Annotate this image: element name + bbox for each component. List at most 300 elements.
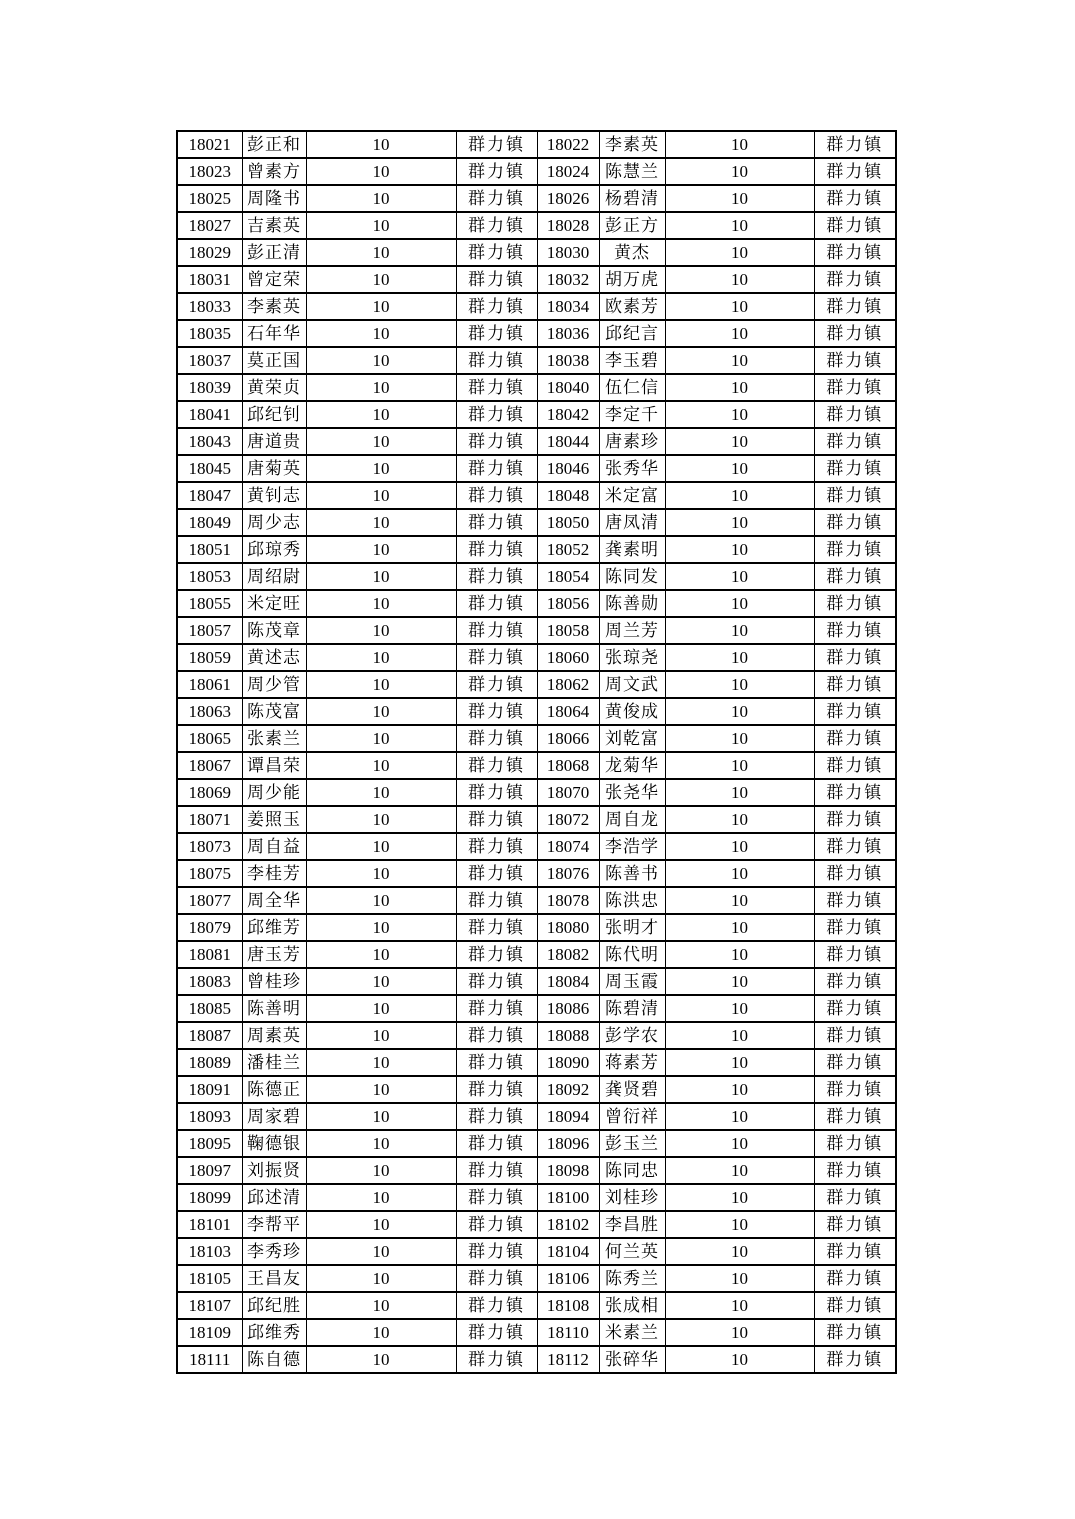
score-cell: 10 [306, 698, 456, 725]
town-cell: 群力镇 [456, 158, 537, 185]
person-name-cell: 周家碧 [242, 1103, 306, 1130]
town-cell: 群力镇 [814, 644, 896, 671]
person-name-cell: 刘桂珍 [599, 1184, 665, 1211]
record-id-cell: 18098 [537, 1157, 599, 1184]
person-name-cell: 陈代明 [599, 941, 665, 968]
person-name-cell: 龚贤碧 [599, 1076, 665, 1103]
person-name-cell: 陈同忠 [599, 1157, 665, 1184]
record-id-cell: 18058 [537, 617, 599, 644]
score-cell: 10 [306, 887, 456, 914]
table-row [177, 698, 896, 725]
record-id-cell: 18045 [177, 455, 242, 482]
score-cell: 10 [665, 860, 814, 887]
record-id-cell: 18043 [177, 428, 242, 455]
score-cell: 10 [665, 1049, 814, 1076]
record-id-cell: 18072 [537, 806, 599, 833]
record-id-cell: 18096 [537, 1130, 599, 1157]
score-cell: 10 [665, 1319, 814, 1346]
record-id-cell: 18041 [177, 401, 242, 428]
score-cell: 10 [306, 185, 456, 212]
record-id-cell: 18030 [537, 239, 599, 266]
person-name-cell: 曾素方 [242, 158, 306, 185]
person-name-cell: 周自益 [242, 833, 306, 860]
table-row [177, 1319, 896, 1346]
record-id-cell: 18082 [537, 941, 599, 968]
score-cell: 10 [665, 266, 814, 293]
score-cell: 10 [665, 752, 814, 779]
person-name-cell: 李桂芳 [242, 860, 306, 887]
person-name-cell: 陈秀兰 [599, 1265, 665, 1292]
town-cell: 群力镇 [456, 1346, 537, 1373]
record-id-cell: 18081 [177, 941, 242, 968]
person-name-cell: 米素兰 [599, 1319, 665, 1346]
score-cell: 10 [665, 158, 814, 185]
town-cell: 群力镇 [814, 185, 896, 212]
town-cell: 群力镇 [456, 914, 537, 941]
record-id-cell: 18042 [537, 401, 599, 428]
record-id-cell: 18093 [177, 1103, 242, 1130]
person-name-cell: 李昌胜 [599, 1211, 665, 1238]
record-id-cell: 18089 [177, 1049, 242, 1076]
score-cell: 10 [665, 725, 814, 752]
person-name-cell: 邱纪钊 [242, 401, 306, 428]
score-cell: 10 [665, 185, 814, 212]
person-name-cell: 李定千 [599, 401, 665, 428]
table-row [177, 914, 896, 941]
record-id-cell: 18107 [177, 1292, 242, 1319]
score-cell: 10 [665, 995, 814, 1022]
record-id-cell: 18103 [177, 1238, 242, 1265]
person-name-cell: 李素英 [599, 131, 665, 158]
person-name-cell: 周绍尉 [242, 563, 306, 590]
town-cell: 群力镇 [814, 806, 896, 833]
town-cell: 群力镇 [456, 1157, 537, 1184]
score-cell: 10 [665, 1265, 814, 1292]
person-name-cell: 陈碧清 [599, 995, 665, 1022]
record-id-cell: 18047 [177, 482, 242, 509]
town-cell: 群力镇 [814, 617, 896, 644]
person-name-cell: 彭玉兰 [599, 1130, 665, 1157]
score-cell: 10 [306, 914, 456, 941]
score-cell: 10 [665, 1292, 814, 1319]
town-cell: 群力镇 [814, 1157, 896, 1184]
person-name-cell: 周兰芳 [599, 617, 665, 644]
person-name-cell: 陈慧兰 [599, 158, 665, 185]
table-row [177, 752, 896, 779]
town-cell: 群力镇 [814, 1022, 896, 1049]
score-cell: 10 [306, 617, 456, 644]
person-name-cell: 李秀珍 [242, 1238, 306, 1265]
score-cell: 10 [665, 698, 814, 725]
record-id-cell: 18056 [537, 590, 599, 617]
town-cell: 群力镇 [456, 1292, 537, 1319]
record-id-cell: 18025 [177, 185, 242, 212]
town-cell: 群力镇 [814, 725, 896, 752]
record-id-cell: 18105 [177, 1265, 242, 1292]
table-row [177, 563, 896, 590]
record-id-cell: 18077 [177, 887, 242, 914]
person-name-cell: 唐菊英 [242, 455, 306, 482]
person-name-cell: 陈善明 [242, 995, 306, 1022]
table-row [177, 1049, 896, 1076]
town-cell: 群力镇 [814, 158, 896, 185]
score-cell: 10 [306, 158, 456, 185]
person-name-cell: 邱纪言 [599, 320, 665, 347]
town-cell: 群力镇 [814, 212, 896, 239]
record-id-cell: 18063 [177, 698, 242, 725]
person-name-cell: 周玉霞 [599, 968, 665, 995]
score-cell: 10 [665, 401, 814, 428]
person-name-cell: 陈善书 [599, 860, 665, 887]
score-cell: 10 [665, 1157, 814, 1184]
person-name-cell: 唐凤清 [599, 509, 665, 536]
record-id-cell: 18099 [177, 1184, 242, 1211]
town-cell: 群力镇 [456, 1184, 537, 1211]
score-cell: 10 [306, 806, 456, 833]
score-cell: 10 [665, 347, 814, 374]
person-name-cell: 周全华 [242, 887, 306, 914]
table-row [177, 374, 896, 401]
person-name-cell: 王昌友 [242, 1265, 306, 1292]
score-cell: 10 [665, 617, 814, 644]
record-id-cell: 18087 [177, 1022, 242, 1049]
town-cell: 群力镇 [456, 509, 537, 536]
person-name-cell: 米定富 [599, 482, 665, 509]
table-row [177, 131, 896, 158]
score-cell: 10 [665, 1184, 814, 1211]
record-id-cell: 18061 [177, 671, 242, 698]
record-id-cell: 18071 [177, 806, 242, 833]
person-name-cell: 黄俊成 [599, 698, 665, 725]
person-name-cell: 李玉碧 [599, 347, 665, 374]
score-cell: 10 [306, 563, 456, 590]
score-cell: 10 [306, 239, 456, 266]
score-cell: 10 [665, 1022, 814, 1049]
person-name-cell: 李素英 [242, 293, 306, 320]
record-id-cell: 18108 [537, 1292, 599, 1319]
person-name-cell: 张碎华 [599, 1346, 665, 1373]
roster-table [176, 130, 897, 1374]
record-id-cell: 18026 [537, 185, 599, 212]
score-cell: 10 [665, 1103, 814, 1130]
person-name-cell: 黄荣贞 [242, 374, 306, 401]
town-cell: 群力镇 [814, 347, 896, 374]
record-id-cell: 18036 [537, 320, 599, 347]
table-row [177, 1076, 896, 1103]
score-cell: 10 [665, 455, 814, 482]
town-cell: 群力镇 [814, 401, 896, 428]
record-id-cell: 18064 [537, 698, 599, 725]
table-row [177, 968, 896, 995]
score-cell: 10 [665, 131, 814, 158]
town-cell: 群力镇 [814, 239, 896, 266]
town-cell: 群力镇 [814, 671, 896, 698]
person-name-cell: 谭昌荣 [242, 752, 306, 779]
person-name-cell: 蒋素芳 [599, 1049, 665, 1076]
score-cell: 10 [306, 1211, 456, 1238]
record-id-cell: 18100 [537, 1184, 599, 1211]
record-id-cell: 18029 [177, 239, 242, 266]
record-id-cell: 18101 [177, 1211, 242, 1238]
score-cell: 10 [306, 833, 456, 860]
record-id-cell: 18079 [177, 914, 242, 941]
table-row [177, 941, 896, 968]
person-name-cell: 米定旺 [242, 590, 306, 617]
score-cell: 10 [665, 536, 814, 563]
town-cell: 群力镇 [814, 509, 896, 536]
table-row [177, 1157, 896, 1184]
person-name-cell: 彭正和 [242, 131, 306, 158]
town-cell: 群力镇 [814, 536, 896, 563]
record-id-cell: 18110 [537, 1319, 599, 1346]
person-name-cell: 龙菊华 [599, 752, 665, 779]
person-name-cell: 欧素芳 [599, 293, 665, 320]
town-cell: 群力镇 [814, 968, 896, 995]
record-id-cell: 18104 [537, 1238, 599, 1265]
score-cell: 10 [306, 1265, 456, 1292]
score-cell: 10 [306, 1076, 456, 1103]
score-cell: 10 [665, 968, 814, 995]
person-name-cell: 杨碧清 [599, 185, 665, 212]
record-id-cell: 18112 [537, 1346, 599, 1373]
score-cell: 10 [665, 509, 814, 536]
person-name-cell: 陈德正 [242, 1076, 306, 1103]
record-id-cell: 18069 [177, 779, 242, 806]
town-cell: 群力镇 [456, 698, 537, 725]
person-name-cell: 周少志 [242, 509, 306, 536]
table-row [177, 1022, 896, 1049]
record-id-cell: 18035 [177, 320, 242, 347]
town-cell: 群力镇 [456, 563, 537, 590]
town-cell: 群力镇 [456, 833, 537, 860]
record-id-cell: 18062 [537, 671, 599, 698]
town-cell: 群力镇 [814, 914, 896, 941]
record-id-cell: 18028 [537, 212, 599, 239]
person-name-cell: 刘乾富 [599, 725, 665, 752]
town-cell: 群力镇 [814, 266, 896, 293]
person-name-cell: 张琼尧 [599, 644, 665, 671]
record-id-cell: 18031 [177, 266, 242, 293]
town-cell: 群力镇 [456, 428, 537, 455]
record-id-cell: 18091 [177, 1076, 242, 1103]
town-cell: 群力镇 [814, 563, 896, 590]
score-cell: 10 [306, 266, 456, 293]
record-id-cell: 18097 [177, 1157, 242, 1184]
person-name-cell: 伍仁信 [599, 374, 665, 401]
score-cell: 10 [306, 1130, 456, 1157]
town-cell: 群力镇 [814, 833, 896, 860]
person-name-cell: 邱纪胜 [242, 1292, 306, 1319]
score-cell: 10 [306, 455, 456, 482]
score-cell: 10 [306, 671, 456, 698]
record-id-cell: 18086 [537, 995, 599, 1022]
score-cell: 10 [306, 1319, 456, 1346]
town-cell: 群力镇 [814, 698, 896, 725]
record-id-cell: 18048 [537, 482, 599, 509]
town-cell: 群力镇 [456, 725, 537, 752]
town-cell: 群力镇 [814, 1211, 896, 1238]
record-id-cell: 18053 [177, 563, 242, 590]
person-name-cell: 张尧华 [599, 779, 665, 806]
person-name-cell: 邱维秀 [242, 1319, 306, 1346]
table-row [177, 1346, 896, 1373]
person-name-cell: 邱述清 [242, 1184, 306, 1211]
person-name-cell: 黄杰 [599, 239, 665, 266]
town-cell: 群力镇 [456, 131, 537, 158]
town-cell: 群力镇 [814, 779, 896, 806]
person-name-cell: 彭正清 [242, 239, 306, 266]
town-cell: 群力镇 [456, 941, 537, 968]
record-id-cell: 18102 [537, 1211, 599, 1238]
town-cell: 群力镇 [814, 590, 896, 617]
score-cell: 10 [665, 671, 814, 698]
record-id-cell: 18040 [537, 374, 599, 401]
record-id-cell: 18109 [177, 1319, 242, 1346]
person-name-cell: 莫正国 [242, 347, 306, 374]
person-name-cell: 周文武 [599, 671, 665, 698]
town-cell: 群力镇 [456, 482, 537, 509]
score-cell: 10 [665, 1238, 814, 1265]
town-cell: 群力镇 [456, 617, 537, 644]
town-cell: 群力镇 [456, 1130, 537, 1157]
score-cell: 10 [306, 482, 456, 509]
table-row [177, 509, 896, 536]
town-cell: 群力镇 [814, 1319, 896, 1346]
person-name-cell: 潘桂兰 [242, 1049, 306, 1076]
person-name-cell: 陈同发 [599, 563, 665, 590]
town-cell: 群力镇 [456, 644, 537, 671]
score-cell: 10 [665, 563, 814, 590]
town-cell: 群力镇 [456, 995, 537, 1022]
table-row [177, 860, 896, 887]
score-cell: 10 [665, 941, 814, 968]
score-cell: 10 [665, 320, 814, 347]
record-id-cell: 18068 [537, 752, 599, 779]
person-name-cell: 陈茂章 [242, 617, 306, 644]
town-cell: 群力镇 [456, 590, 537, 617]
table-row [177, 779, 896, 806]
record-id-cell: 18090 [537, 1049, 599, 1076]
table-row [177, 1211, 896, 1238]
town-cell: 群力镇 [456, 1238, 537, 1265]
person-name-cell: 曾衍祥 [599, 1103, 665, 1130]
score-cell: 10 [665, 1076, 814, 1103]
person-name-cell: 胡万虎 [599, 266, 665, 293]
record-id-cell: 18055 [177, 590, 242, 617]
town-cell: 群力镇 [456, 1049, 537, 1076]
town-cell: 群力镇 [456, 1076, 537, 1103]
person-name-cell: 陈自德 [242, 1346, 306, 1373]
table-row [177, 833, 896, 860]
person-name-cell: 邱琼秀 [242, 536, 306, 563]
record-id-cell: 18046 [537, 455, 599, 482]
town-cell: 群力镇 [814, 455, 896, 482]
table-row [177, 995, 896, 1022]
table-row [177, 1103, 896, 1130]
score-cell: 10 [665, 1346, 814, 1373]
town-cell: 群力镇 [456, 374, 537, 401]
score-cell: 10 [306, 536, 456, 563]
person-name-cell: 陈茂富 [242, 698, 306, 725]
town-cell: 群力镇 [814, 1103, 896, 1130]
score-cell: 10 [665, 212, 814, 239]
town-cell: 群力镇 [456, 266, 537, 293]
person-name-cell: 曾定荣 [242, 266, 306, 293]
person-name-cell: 陈洪忠 [599, 887, 665, 914]
town-cell: 群力镇 [456, 185, 537, 212]
record-id-cell: 18037 [177, 347, 242, 374]
table-row [177, 671, 896, 698]
record-id-cell: 18049 [177, 509, 242, 536]
score-cell: 10 [306, 1346, 456, 1373]
town-cell: 群力镇 [814, 374, 896, 401]
score-cell: 10 [665, 1211, 814, 1238]
score-cell: 10 [665, 482, 814, 509]
person-name-cell: 李帮平 [242, 1211, 306, 1238]
table-row [177, 347, 896, 374]
score-cell: 10 [665, 293, 814, 320]
record-id-cell: 18070 [537, 779, 599, 806]
town-cell: 群力镇 [456, 671, 537, 698]
person-name-cell: 周自龙 [599, 806, 665, 833]
table-row [177, 806, 896, 833]
score-cell: 10 [306, 428, 456, 455]
record-id-cell: 18059 [177, 644, 242, 671]
score-cell: 10 [306, 725, 456, 752]
town-cell: 群力镇 [456, 806, 537, 833]
record-id-cell: 18095 [177, 1130, 242, 1157]
score-cell: 10 [665, 239, 814, 266]
score-cell: 10 [665, 590, 814, 617]
town-cell: 群力镇 [814, 1238, 896, 1265]
record-id-cell: 18085 [177, 995, 242, 1022]
record-id-cell: 18051 [177, 536, 242, 563]
person-name-cell: 何兰英 [599, 1238, 665, 1265]
record-id-cell: 18094 [537, 1103, 599, 1130]
score-cell: 10 [665, 1130, 814, 1157]
record-id-cell: 18088 [537, 1022, 599, 1049]
score-cell: 10 [306, 401, 456, 428]
town-cell: 群力镇 [456, 536, 537, 563]
score-cell: 10 [665, 833, 814, 860]
town-cell: 群力镇 [456, 887, 537, 914]
person-name-cell: 刘振贤 [242, 1157, 306, 1184]
person-name-cell: 吉素英 [242, 212, 306, 239]
table-row [177, 428, 896, 455]
person-name-cell: 鞠德银 [242, 1130, 306, 1157]
score-cell: 10 [306, 941, 456, 968]
table-row [177, 1238, 896, 1265]
score-cell: 10 [306, 347, 456, 374]
score-cell: 10 [665, 887, 814, 914]
town-cell: 群力镇 [814, 482, 896, 509]
table-row [177, 401, 896, 428]
score-cell: 10 [306, 509, 456, 536]
score-cell: 10 [306, 1049, 456, 1076]
person-name-cell: 陈善勋 [599, 590, 665, 617]
town-cell: 群力镇 [456, 1211, 537, 1238]
town-cell: 群力镇 [814, 1265, 896, 1292]
town-cell: 群力镇 [814, 995, 896, 1022]
person-name-cell: 周少管 [242, 671, 306, 698]
score-cell: 10 [306, 644, 456, 671]
person-name-cell: 周少能 [242, 779, 306, 806]
person-name-cell: 彭学农 [599, 1022, 665, 1049]
person-name-cell: 张明才 [599, 914, 665, 941]
table-row [177, 212, 896, 239]
record-id-cell: 18065 [177, 725, 242, 752]
town-cell: 群力镇 [456, 401, 537, 428]
